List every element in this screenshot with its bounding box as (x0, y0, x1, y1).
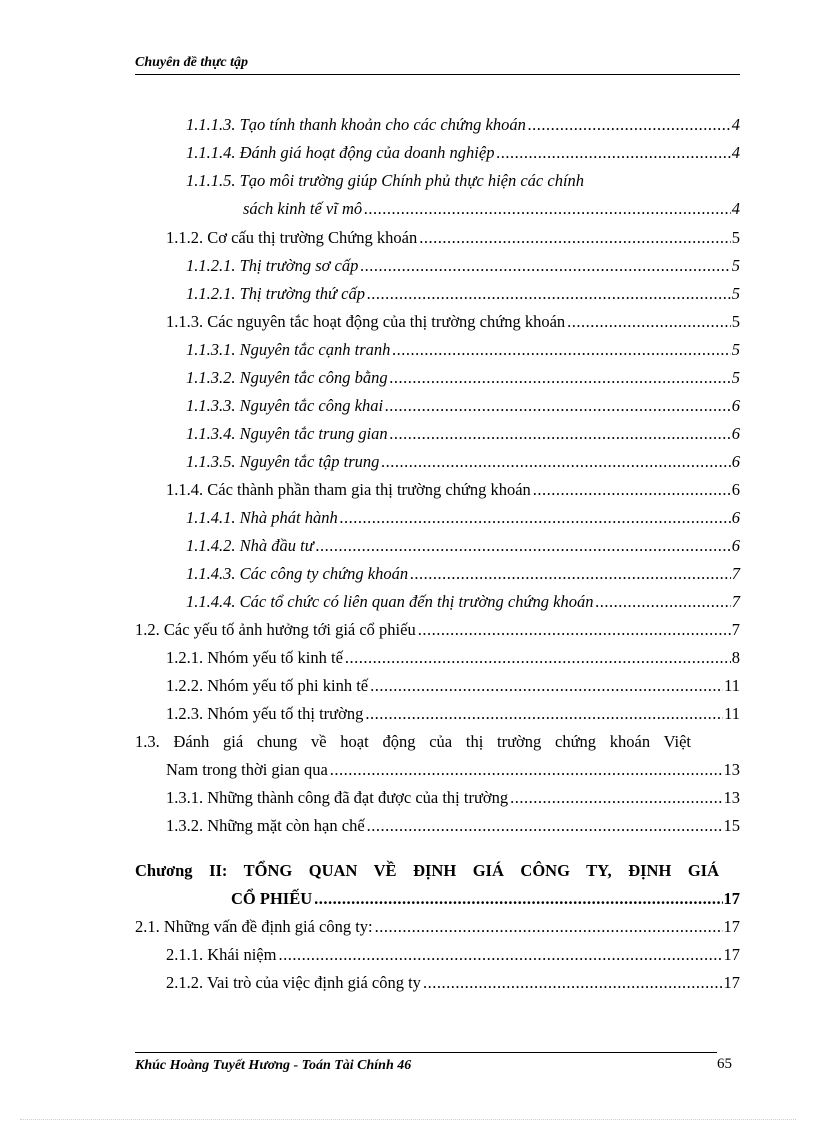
toc-leader-dots (390, 423, 731, 445)
toc-leader-dots (510, 787, 722, 809)
toc-entry-page: 5 (731, 256, 740, 275)
toc-entry-text: 1.1.3.3. Nguyên tắc công khai (186, 396, 384, 415)
toc-leader-dots (423, 972, 723, 994)
toc-entry-page: 17 (723, 917, 740, 936)
toc-entry-page: 4 (731, 143, 740, 162)
toc-leader-dots (533, 479, 731, 501)
toc-chapter-heading[interactable] (135, 860, 719, 882)
toc-leader-dots (392, 339, 730, 361)
toc-entry-text: 2.1. Những vấn đề định giá công ty: (135, 917, 373, 936)
toc-entry-page: 4 (731, 115, 740, 134)
toc-entry-page: 8 (731, 648, 740, 667)
toc-entry-page: 7 (731, 592, 740, 611)
toc-entry[interactable] (186, 451, 740, 473)
toc-entry-page: 7 (731, 620, 740, 639)
toc-entry[interactable] (166, 815, 740, 837)
toc-entry[interactable] (166, 675, 740, 697)
toc-entry[interactable] (166, 479, 740, 501)
toc-entry-text: CỔ PHIẾU (231, 889, 313, 908)
toc-entry-text: 1.3.2. Những mặt còn hạn chế (166, 816, 365, 835)
toc-entry-page: 4 (731, 199, 740, 218)
toc-entry-text: 1.1.3. Các nguyên tắc hoạt động của thị trường chứng khoán (166, 312, 566, 331)
toc-leader-dots (365, 703, 723, 725)
toc-leader-dots (419, 227, 731, 249)
toc-entry[interactable] (186, 535, 740, 557)
toc-entry-text: 1.1.4. Các thành phần tham gia thị trường chứng khoán (166, 480, 531, 499)
toc-entry-page: 17 (723, 973, 740, 992)
toc-leader-dots (375, 916, 723, 938)
toc-entry-page: 7 (731, 564, 740, 583)
page-bottom-edge (20, 1119, 796, 1120)
toc-entry-page: 6 (731, 396, 740, 415)
toc-entry[interactable] (166, 311, 740, 333)
toc-entry[interactable] (186, 339, 740, 361)
toc-entry-text: 1.1.1.4. Đánh giá hoạt động của doanh nghiệp (186, 143, 495, 162)
toc-entry-page: 11 (724, 704, 740, 723)
footer-rule (135, 1052, 717, 1053)
toc-leader-dots (367, 815, 723, 837)
toc-entry-text: 1.1.2.1. Thị trường sơ cấp (186, 256, 359, 275)
toc-entry-page: 5 (731, 284, 740, 303)
toc-entry-text: 2.1.2. Vai trò của việc định giá công ty (166, 973, 421, 992)
toc-entry[interactable] (186, 114, 740, 136)
toc-entry-text: 1.2.2. Nhóm yếu tố phi kinh tế (166, 676, 369, 695)
toc-entry-text: 1.1.3.5. Nguyên tắc tập trung (186, 452, 380, 471)
toc-entry-text: 1.2. Các yếu tố ảnh hưởng tới giá cổ phiếu (135, 620, 416, 639)
toc-leader-dots (278, 944, 722, 966)
footer-page-number: 65 (717, 1056, 732, 1072)
toc-leader-dots (316, 535, 731, 557)
toc-entry-page: 17 (723, 889, 740, 908)
toc-entry[interactable] (186, 395, 740, 417)
toc-entry-text: 1.1.3.1. Nguyên tắc cạnh tranh (186, 340, 391, 359)
toc-entry-page: 5 (731, 312, 740, 331)
toc-entry[interactable] (186, 283, 740, 305)
toc-entry[interactable] (231, 888, 740, 910)
toc-entry-page: 13 (723, 788, 740, 807)
toc-entry-page: 11 (724, 676, 740, 695)
toc-entry[interactable] (186, 563, 740, 585)
toc-leader-dots (370, 675, 723, 697)
toc-entry[interactable] (186, 142, 740, 164)
footer-author: Khúc Hoàng Tuyết Hương - Toán Tài Chính 46 (135, 1058, 412, 1073)
toc-entry[interactable] (186, 255, 740, 277)
toc-entry[interactable] (186, 591, 740, 613)
toc-leader-dots (595, 591, 730, 613)
header-title: Chuyên đề thực tập (135, 55, 249, 70)
toc-entry[interactable] (135, 916, 740, 938)
toc-entry-page: 5 (731, 228, 740, 247)
toc-leader-dots (364, 198, 731, 220)
toc-entry-text: 1.1.2.1. Thị trường thứ cấp (186, 284, 365, 303)
toc-leader-dots (360, 255, 730, 277)
toc-entry[interactable] (186, 170, 740, 192)
toc-leader-dots (340, 507, 731, 529)
toc-entry-text: 1.1.1.3. Tạo tính thanh khoản cho các chứng khoán (186, 115, 526, 134)
toc-entry-heading[interactable] (135, 731, 691, 753)
toc-entry[interactable] (166, 227, 740, 249)
toc-entry-page: 17 (723, 945, 740, 964)
toc-entry-text: 1.1.1.5. Tạo môi trường giúp Chính phủ thực hiện các chính (186, 171, 585, 190)
toc-entry-text: 1.1.2. Cơ cấu thị trường Chứng khoán (166, 228, 418, 247)
toc-entry-page: 13 (723, 760, 740, 779)
toc-entry-text: 1.2.3. Nhóm yếu tố thị trường (166, 704, 364, 723)
toc-entry[interactable] (186, 507, 740, 529)
toc-entry-page: 6 (731, 424, 740, 443)
toc-entry-page: 6 (731, 536, 740, 555)
toc-leader-dots (345, 647, 731, 669)
toc-entry[interactable] (243, 198, 740, 220)
toc-entry-text: 1.1.3.4. Nguyên tắc trung gian (186, 424, 388, 443)
toc-entry-page: 5 (731, 368, 740, 387)
toc-entry[interactable] (135, 619, 740, 641)
toc-entry-text: 1.3. Đánh giá chung về hoạt động của thị trường chứng khoán Việt (135, 732, 691, 751)
toc-entry-page: 6 (731, 480, 740, 499)
toc-entry-text: 1.1.4.3. Các công ty chứng khoán (186, 564, 409, 583)
toc-entry-text: 1.2.1. Nhóm yếu tố kinh tế (166, 648, 343, 667)
toc-entry[interactable] (166, 647, 740, 669)
toc-entry[interactable] (186, 367, 740, 389)
toc-leader-dots (381, 451, 730, 473)
toc-leader-dots (418, 619, 731, 641)
toc-entry-text: Nam trong thời gian qua (166, 760, 328, 779)
toc-leader-dots (367, 283, 731, 305)
toc-entry[interactable] (166, 944, 740, 966)
toc-entry-text: 1.3.1. Những thành công đã đạt được của thị trường (166, 788, 509, 807)
toc-leader-dots (410, 563, 731, 585)
toc-entry[interactable] (186, 423, 740, 445)
toc-entry-text: sách kinh tế vĩ mô (243, 199, 363, 218)
toc-entry[interactable] (166, 703, 740, 725)
toc-leader-dots (385, 395, 731, 417)
toc-entry-page: 6 (731, 508, 740, 527)
toc-leader-dots (390, 367, 731, 389)
toc-entry[interactable] (166, 759, 740, 781)
toc-leader-dots (330, 759, 723, 781)
toc-entry-text: 2.1.1. Khái niệm (166, 945, 277, 964)
toc-entry[interactable] (166, 972, 740, 994)
toc-entry[interactable] (166, 787, 740, 809)
toc-entry-page: 6 (731, 452, 740, 471)
toc-entry-text: 1.1.4.2. Nhà đầu tư (186, 536, 314, 555)
toc-leader-dots (496, 142, 730, 164)
toc-chapter-title: Chương II: TỔNG QUAN VỀ ĐỊNH GIÁ CÔNG TY, ĐỊNH GIÁ (135, 861, 719, 880)
toc-entry-text: 1.1.4.4. Các tổ chức có liên quan đến thị trường chứng khoán (186, 592, 594, 611)
toc-entry-text: 1.1.3.2. Nguyên tắc công bằng (186, 368, 388, 387)
toc-entry-text: 1.1.4.1. Nhà phát hành (186, 508, 338, 527)
toc-entry-page: 15 (723, 816, 740, 835)
toc-leader-dots (528, 114, 731, 136)
toc-leader-dots (567, 311, 731, 333)
toc-entry-page: 5 (731, 340, 740, 359)
toc-leader-dots (314, 888, 722, 910)
